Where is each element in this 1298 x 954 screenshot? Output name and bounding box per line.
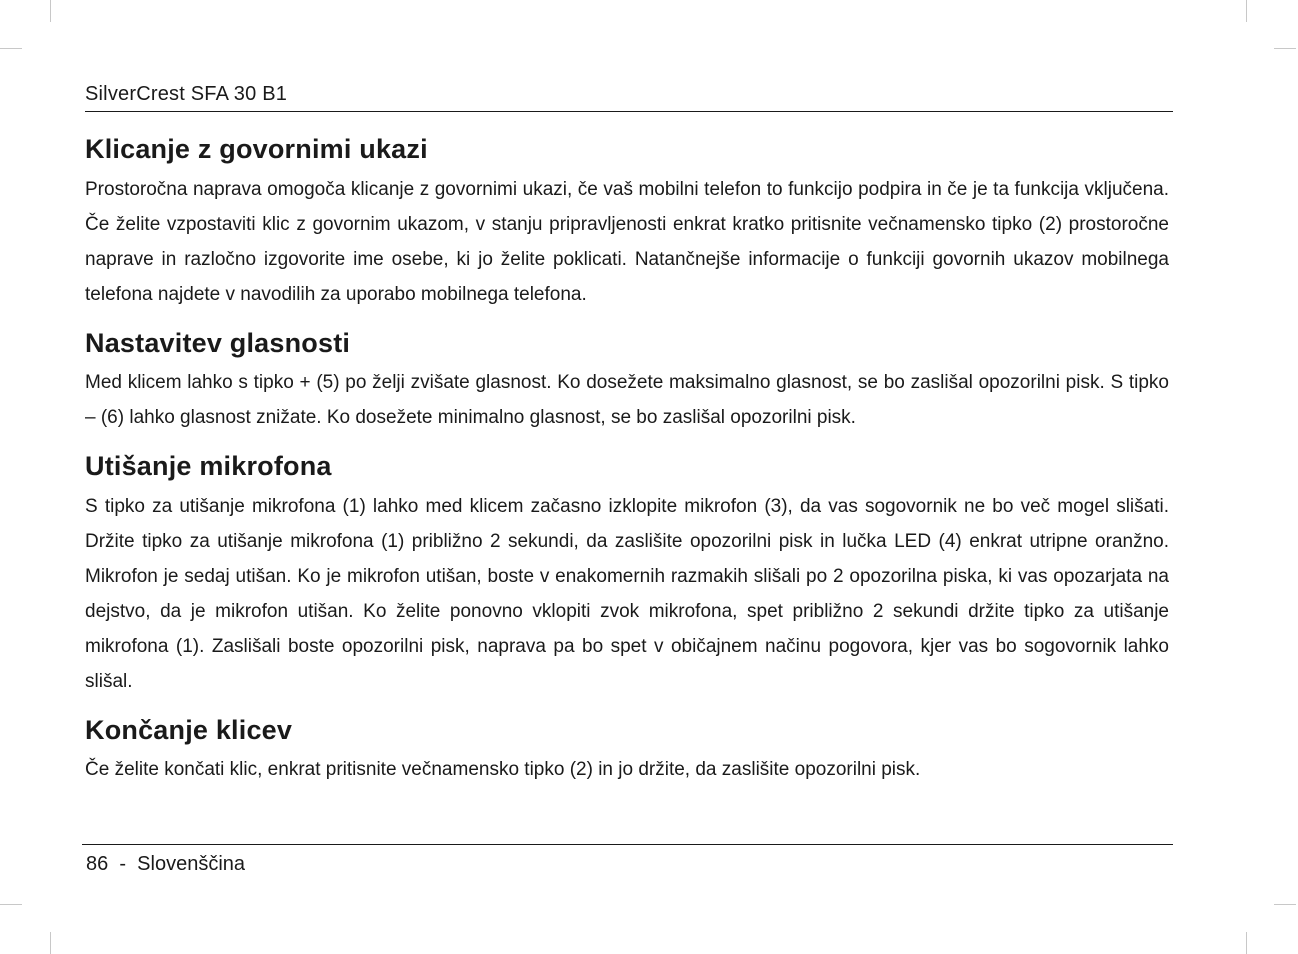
crop-mark-top-left-vertical (50, 0, 51, 22)
crop-mark-bottom-right-vertical (1246, 932, 1247, 954)
section-body: S tipko za utišanje mikrofona (1) lahko med klicem začasno izklopite mikrofon (3), da vas sogovornik ne bo več mogel slišati. Držite tipko za utišanje mikrofona (1) približno 2 sekundi, da zaslišite opozorilni pisk in lučka LED (4) enkrat utripne oranžno. Mikrofon je sedaj utišan. Ko je mikrofon utišan, boste v enakomernih razmakih slišali po 2 opozorilna piska, ki vas opozarjata na dejstvo, da je mikrofon utišan. Ko želite ponovno vklopiti zvok mikrofona, spet približno 2 sekundi držite tipko za utišanje mikrofona (1). Zaslišali boste opozorilni pisk, naprava pa bo spet v običajnem načinu pogovora, kjer vas bo sogovornik lahko slišal. (85, 496, 1169, 692)
section-heading: Nastavitev glasnosti (85, 328, 351, 358)
footer-text (86, 851, 245, 877)
section-heading: Klicanje z govornimi ukazi (85, 134, 428, 164)
section-ending-calls (85, 712, 1169, 787)
section-volume-control (85, 325, 1169, 435)
section-voice-dialing (85, 131, 1169, 312)
crop-mark-bottom-left-horizontal (0, 904, 22, 905)
section-body: Med klicem lahko s tipko + (5) po želji zvišate glasnost. Ko dosežete maksimalno glasnost, se bo zaslišal opozorilni pisk. S tipko – (6) lahko glasnost znižate. Ko dosežete minimalno glasnost, se bo zaslišal opozorilni pisk. (85, 372, 1169, 428)
page-header (85, 82, 1173, 112)
section-body: Če želite končati klic, enkrat pritisnite večnamensko tipko (2) in jo držite, da zaslišite opozorilni pisk. (85, 759, 921, 780)
footer-separator: - (119, 853, 127, 875)
crop-mark-top-right-vertical (1246, 0, 1247, 22)
crop-mark-top-right-horizontal (1274, 48, 1296, 49)
section-microphone-mute (85, 448, 1169, 699)
section-body: Prostoročna naprava omogoča klicanje z govornimi ukazi, če vaš mobilni telefon to funkcijo podpira in če je ta funkcija vključena. Če želite vzpostaviti klic z govornim ukazom, v stanju pripravljenosti enkrat kratko pritisnite večnamensko tipko (2) prostoročne naprave in razločno izgovorite ime osebe, ki jo želite poklicati. Natančnejše informacije o funkciji govornih ukazov mobilnega telefona najdete v navodilih za uporabo mobilnega telefona. (85, 179, 1169, 305)
section-heading: Utišanje mikrofona (85, 451, 332, 481)
footer-language: Slovenščina (137, 853, 246, 875)
section-heading: Končanje klicev (85, 715, 293, 745)
page-footer (82, 844, 1173, 875)
page-number: 86 (86, 853, 109, 875)
page-content (85, 131, 1169, 787)
crop-mark-bottom-right-horizontal (1274, 904, 1296, 905)
crop-mark-bottom-left-vertical (50, 932, 51, 954)
crop-mark-top-left-horizontal (0, 48, 22, 49)
document-title: SilverCrest SFA 30 B1 (85, 83, 288, 105)
